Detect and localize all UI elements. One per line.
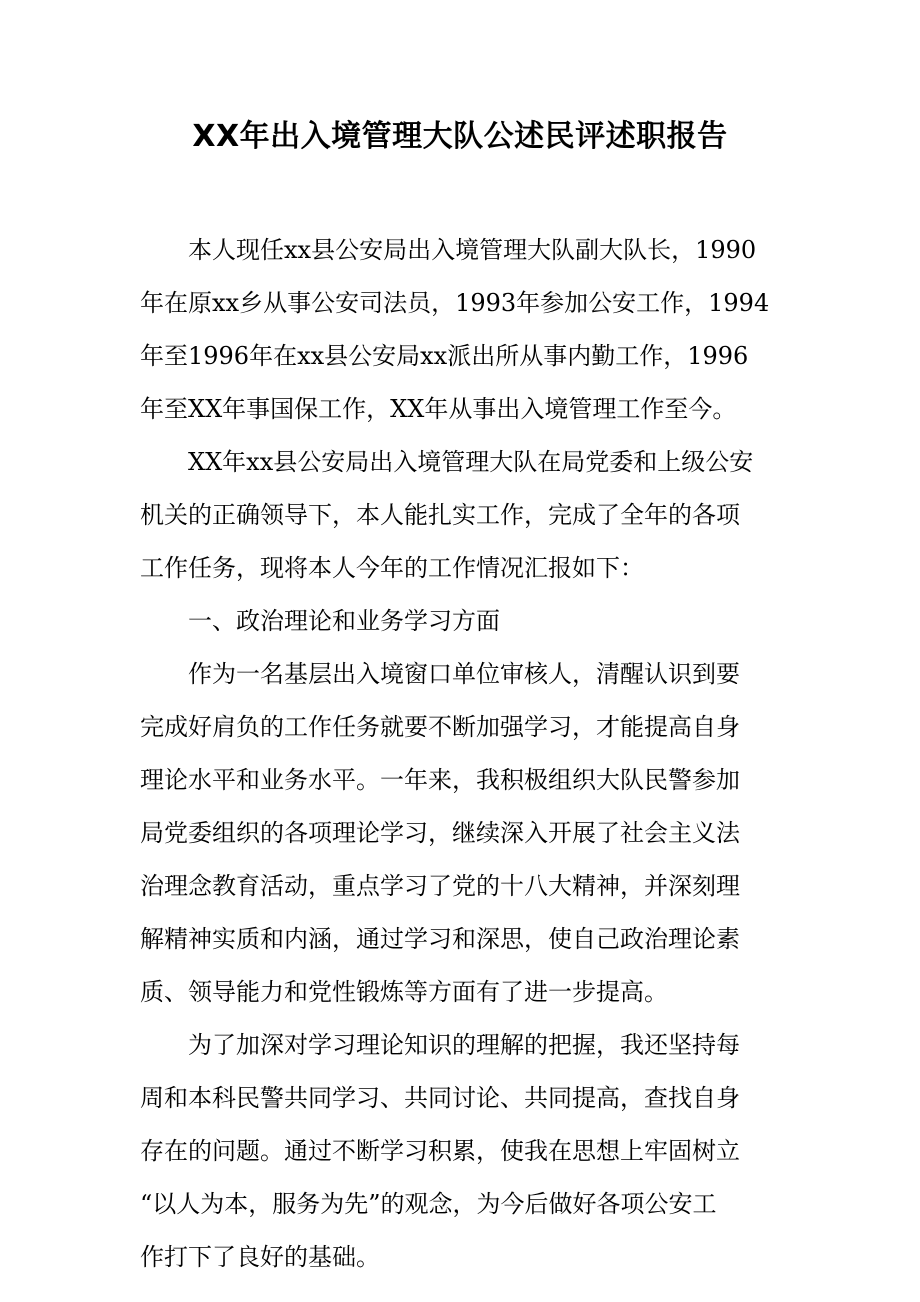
body-line: 理论水平和业务水平。一年来，我积极组织大队民警参加 xyxy=(140,766,740,794)
body-line: 本人现任xx县公安局出入境管理大队副大队长，1990 xyxy=(140,236,757,264)
body-line: 年至1996年在xx县公安局xx派出所从事内勤工作，1996 xyxy=(140,342,749,370)
body-line: 机关的正确领导下，本人能扎实工作，完成了全年的各项 xyxy=(140,501,740,529)
document-body xyxy=(140,224,780,1284)
body-line: 完成好肩负的工作任务就要不断加强学习，才能提高自身 xyxy=(140,713,740,741)
body-line: 质、领导能力和党性锻炼等方面有了进一步提高。 xyxy=(140,978,668,1006)
body-line: 存在的问题。通过不断学习积累，使我在思想上牢固树立 xyxy=(140,1137,740,1165)
body-line: XX年xx县公安局出入境管理大队在局党委和上级公安 xyxy=(140,448,754,476)
body-line: 年在原xx乡从事公安司法员，1993年参加公安工作，1994 xyxy=(140,289,770,317)
body-line: “以人为本，服务为先”的观念，为今后做好各项公安工 xyxy=(140,1190,717,1218)
body-line: 解精神实质和内涵，通过学习和深思，使自己政治理论素 xyxy=(140,925,740,953)
body-line: 年至XX年事国保工作，XX年从事出入境管理工作至今。 xyxy=(140,395,737,423)
body-line: 工作任务，现将本人今年的工作情况汇报如下： xyxy=(140,554,644,582)
body-line: 作为一名基层出入境窗口单位审核人，清醒认识到要 xyxy=(140,660,740,688)
body-line: 治理念教育活动，重点学习了党的十八大精神，并深刻理 xyxy=(140,872,740,900)
body-line: 周和本科民警共同学习、共同讨论、共同提高，查找自身 xyxy=(140,1084,740,1112)
body-line: 局党委组织的各项理论学习，继续深入开展了社会主义法 xyxy=(140,819,740,847)
body-line: 作打下了良好的基础。 xyxy=(140,1243,380,1271)
body-line: 为了加深对学习理论知识的理解的把握，我还坚持每 xyxy=(140,1031,740,1059)
document-title: XX年出入境管理大队公述民评述职报告 xyxy=(192,119,728,154)
section-heading: 一、政治理论和业务学习方面 xyxy=(140,607,500,635)
